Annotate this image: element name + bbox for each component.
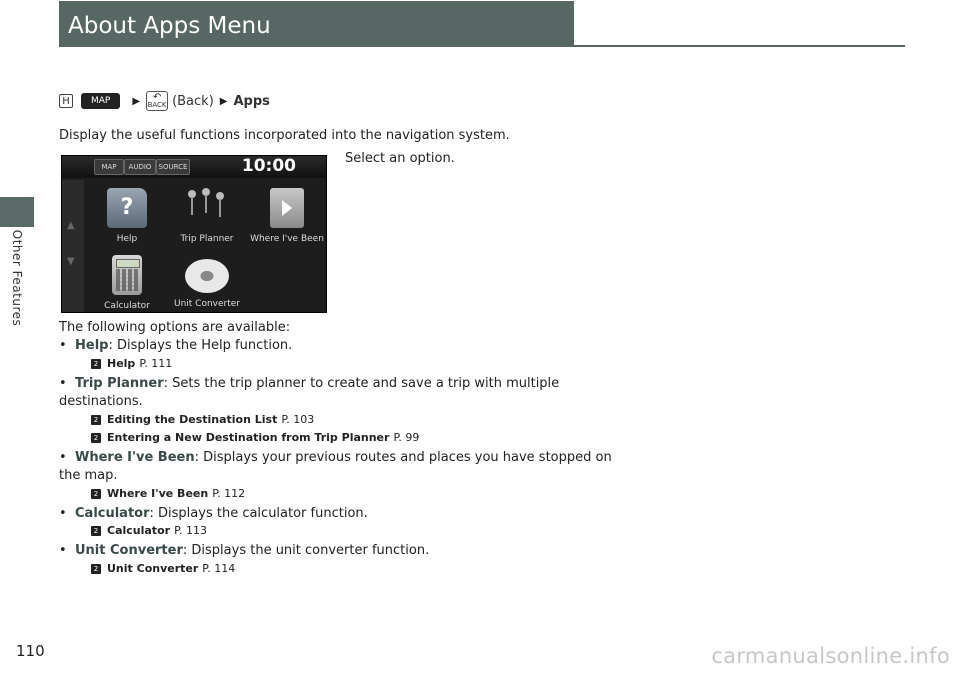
- breadcrumb: [59, 91, 270, 111]
- trip-planner-icon: [182, 188, 232, 228]
- ref-editing-destination-list[interactable]: 2 Editing the Destination List P. 103: [91, 413, 314, 426]
- screen-map-button: MAP: [94, 159, 124, 175]
- nav-screen-image: [61, 155, 327, 313]
- reference-icon: 2: [91, 489, 101, 499]
- home-icon: H: [59, 94, 73, 108]
- arrow-right-icon: ▶: [219, 95, 228, 107]
- reference-icon: 2: [91, 415, 101, 425]
- option-help: • Help: Displays the Help function.: [59, 338, 293, 353]
- back-label: (Back): [172, 93, 214, 109]
- option-where-ive-been: • Where I've Been: Displays your previous routes and places you have stopped on: [59, 450, 612, 465]
- scroll-up-icon: ▲: [67, 220, 75, 231]
- unit-converter-icon: [185, 259, 229, 293]
- screen-audio-button: AUDIO: [124, 159, 156, 175]
- breadcrumb-apps: Apps: [233, 93, 270, 109]
- app-help: ? Help: [87, 188, 167, 254]
- screen-clock: 10:00: [241, 156, 296, 176]
- app-where-ive-been: Where I've Been: [247, 188, 327, 254]
- section-label: Other Features: [10, 229, 25, 327]
- options-intro: The following options are available:: [59, 320, 291, 335]
- screen-scroll-bar: [62, 180, 84, 313]
- section-tab: [0, 197, 34, 227]
- reference-icon: 2: [91, 433, 101, 443]
- ref-unit-converter[interactable]: 2 Unit Converter P. 114: [91, 562, 235, 575]
- watermark: carmanualsonline.info: [711, 644, 950, 668]
- ref-calculator[interactable]: 2 Calculator P. 113: [91, 524, 207, 537]
- where-ive-been-icon: [270, 188, 304, 228]
- ref-where-ive-been[interactable]: 2 Where I've Been P. 112: [91, 487, 245, 500]
- ref-entering-new-destination[interactable]: 2 Entering a New Destination from Trip Planner P. 99: [91, 431, 419, 444]
- back-button-icon: ↶ BACK: [147, 92, 167, 109]
- option-trip-planner-cont: destinations.: [59, 394, 143, 409]
- option-where-ive-been-cont: the map.: [59, 468, 118, 483]
- select-option-caption: Select an option.: [345, 151, 455, 166]
- header-rule: [59, 45, 905, 47]
- back-arrow-icon: ↶: [152, 92, 162, 103]
- reference-icon: 2: [91, 526, 101, 536]
- page-title: About Apps Menu: [68, 13, 271, 39]
- option-calculator: • Calculator: Displays the calculator function.: [59, 506, 368, 521]
- app-calculator: Calculator: [87, 255, 167, 313]
- intro-text: Display the useful functions incorporated into the navigation system.: [59, 128, 510, 143]
- app-trip-planner: Trip Planner: [167, 188, 247, 254]
- scroll-down-icon: ▼: [67, 256, 75, 267]
- screen-source-button: SOURCE: [156, 159, 190, 175]
- app-unit-converter: Unit Converter: [167, 255, 247, 313]
- reference-icon: 2: [91, 564, 101, 574]
- calculator-icon: [112, 255, 142, 295]
- reference-icon: 2: [91, 359, 101, 369]
- page-number: 110: [16, 642, 45, 660]
- map-button-icon: MAP: [81, 93, 120, 109]
- help-icon: ?: [107, 188, 147, 228]
- option-unit-converter: • Unit Converter: Displays the unit converter function.: [59, 543, 430, 558]
- ref-help[interactable]: 2 Help P. 111: [91, 357, 172, 370]
- arrow-right-icon: ▶: [132, 95, 141, 107]
- option-trip-planner: • Trip Planner: Sets the trip planner to create and save a trip with multiple: [59, 376, 560, 391]
